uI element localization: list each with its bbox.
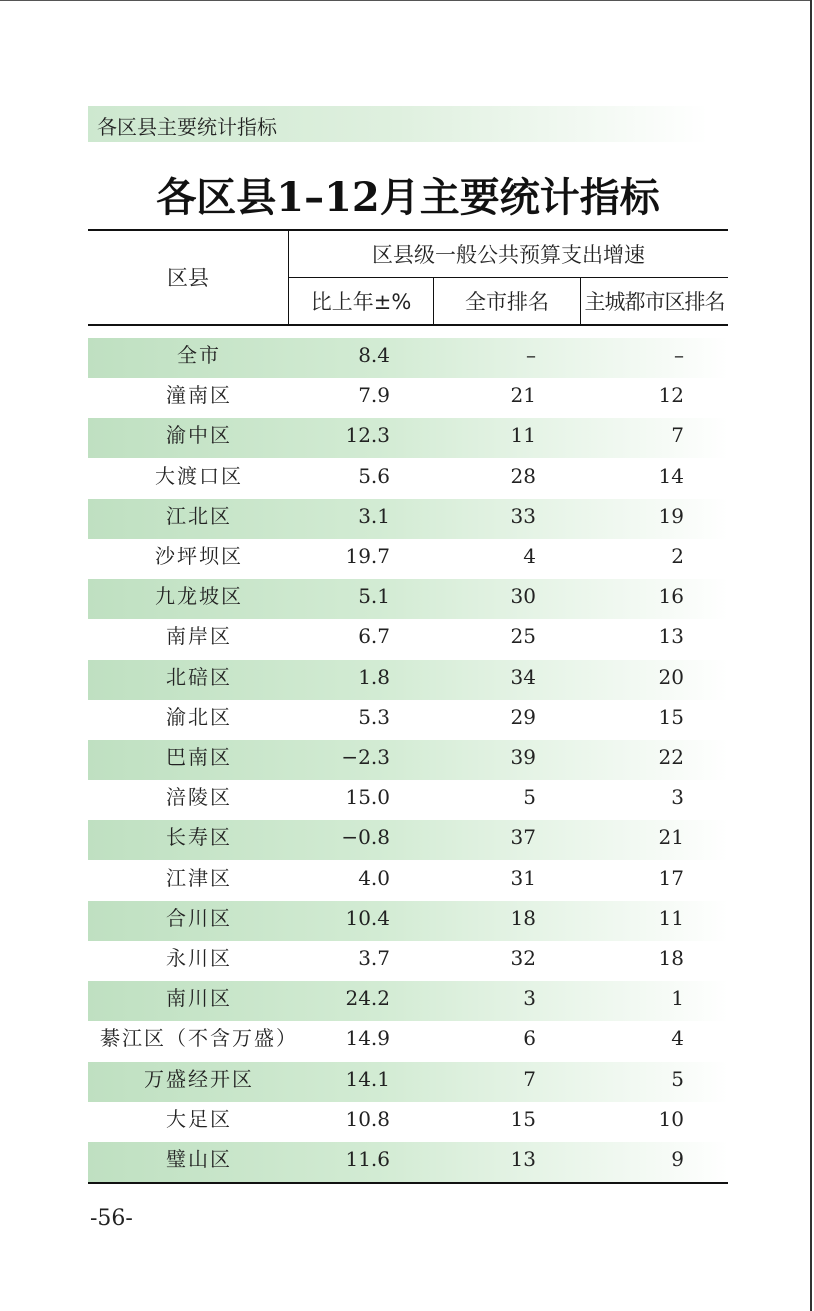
- main-rank-cell: 15: [658, 704, 684, 729]
- main-rank-cell: 10: [658, 1106, 684, 1131]
- district-cell: 北碚区: [166, 664, 232, 689]
- city-rank-cell: 34: [510, 664, 536, 689]
- district-cell: 全市: [177, 343, 221, 367]
- district-cell: 万盛经开区: [144, 1066, 254, 1091]
- main-rank-cell: 2: [671, 544, 684, 568]
- city-rank-cell: 15: [510, 1106, 536, 1131]
- yoy-cell: 14.9: [345, 1026, 390, 1051]
- city-rank-cell: 13: [510, 1147, 536, 1171]
- table-row: [88, 740, 728, 780]
- yoy-cell: 1.8: [358, 664, 390, 689]
- district-cell: 南川区: [166, 986, 232, 1011]
- district-cell: 江北区: [166, 503, 232, 528]
- main-rank-cell: –: [674, 343, 684, 367]
- city-rank-cell: 11: [510, 423, 536, 448]
- yoy-cell: 14.1: [345, 1066, 390, 1091]
- district-cell: 长寿区: [166, 825, 232, 850]
- district-cell: 巴南区: [166, 745, 232, 769]
- city-rank-cell: 6: [523, 1026, 536, 1051]
- main-rank-cell: 21: [658, 825, 684, 850]
- district-cell: 綦江区（不含万盛）: [100, 1026, 298, 1051]
- page-title: 各区县1–12月主要统计指标: [156, 174, 660, 221]
- yoy-cell: −0.8: [341, 825, 390, 850]
- table-row: [88, 418, 728, 458]
- district-cell: 涪陵区: [166, 785, 232, 810]
- yoy-cell: 15.0: [345, 785, 390, 810]
- table-row: [88, 861, 728, 901]
- main-rank-cell: 3: [671, 785, 684, 810]
- main-rank-cell: 12: [658, 383, 684, 408]
- main-rank-cell: 7: [671, 423, 684, 448]
- column-header-district: 区县: [167, 266, 209, 290]
- main-rank-cell: 18: [658, 946, 684, 970]
- city-rank-cell: 29: [510, 704, 536, 729]
- district-cell: 大足区: [166, 1106, 232, 1131]
- column-group-header: 区县级一般公共预算支出增速: [372, 242, 645, 267]
- yoy-cell: 5.3: [358, 704, 390, 729]
- city-rank-cell: 25: [510, 624, 536, 649]
- table-row: [88, 1021, 728, 1061]
- main-rank-cell: 11: [658, 905, 684, 930]
- table-row: [88, 901, 728, 941]
- city-rank-cell: 3: [523, 986, 536, 1011]
- table-row: [88, 539, 728, 579]
- page-number: -56-: [90, 1206, 133, 1231]
- district-cell: 潼南区: [166, 383, 232, 408]
- city-rank-cell: 33: [510, 503, 536, 528]
- yoy-cell: 10.4: [345, 905, 390, 930]
- yoy-cell: 6.7: [358, 624, 390, 649]
- table-row: [88, 459, 728, 499]
- yoy-cell: 5.6: [358, 463, 390, 488]
- city-rank-cell: 21: [510, 383, 536, 408]
- table-row: [88, 1142, 728, 1182]
- yoy-cell: 4.0: [358, 865, 390, 890]
- main-rank-cell: 5: [671, 1066, 684, 1091]
- table-row: [88, 700, 728, 740]
- table-row: [88, 378, 728, 418]
- city-rank-cell: 7: [523, 1066, 536, 1091]
- main-rank-cell: 17: [658, 865, 684, 890]
- district-cell: 璧山区: [166, 1147, 232, 1171]
- city-rank-cell: 30: [510, 584, 536, 609]
- yoy-cell: 5.1: [358, 584, 390, 609]
- table-row: [88, 820, 728, 860]
- yoy-cell: 19.7: [345, 544, 390, 568]
- main-rank-cell: 13: [658, 624, 684, 649]
- city-rank-cell: 28: [510, 463, 536, 488]
- district-cell: 沙坪坝区: [155, 544, 243, 568]
- yoy-cell: 24.2: [345, 986, 390, 1011]
- yoy-cell: 8.4: [358, 343, 390, 367]
- yoy-cell: 11.6: [345, 1147, 390, 1171]
- yoy-cell: 3.1: [358, 503, 390, 528]
- district-cell: 南岸区: [166, 624, 232, 649]
- table-row: [88, 1102, 728, 1142]
- main-rank-cell: 20: [658, 664, 684, 689]
- main-rank-cell: 22: [658, 745, 684, 769]
- city-rank-cell: 5: [523, 785, 536, 810]
- district-cell: 渝北区: [166, 704, 232, 729]
- table-row: [88, 1062, 728, 1102]
- city-rank-cell: 32: [510, 946, 536, 970]
- table-row: [88, 619, 728, 659]
- main-rank-cell: 16: [658, 584, 684, 609]
- district-cell: 江津区: [166, 865, 232, 890]
- city-rank-cell: 37: [510, 825, 536, 850]
- column-header-city-rank: 全市排名: [465, 290, 549, 314]
- yoy-cell: 3.7: [358, 946, 390, 970]
- city-rank-cell: 4: [523, 544, 536, 568]
- district-cell: 大渡口区: [155, 463, 243, 488]
- city-rank-cell: 18: [510, 905, 536, 930]
- city-rank-cell: 31: [510, 865, 536, 890]
- yoy-cell: 10.8: [345, 1106, 390, 1131]
- section-header: 各区县主要统计指标: [97, 115, 277, 139]
- district-cell: 合川区: [166, 905, 232, 930]
- column-header-main-rank: 主城都市区排名: [584, 290, 725, 314]
- yoy-cell: 7.9: [358, 383, 390, 408]
- table-row: [88, 499, 728, 539]
- city-rank-cell: –: [526, 343, 536, 367]
- column-header-yoy: 比上年±%: [310, 290, 412, 314]
- main-rank-cell: 1: [671, 986, 684, 1011]
- table-row: [88, 660, 728, 700]
- main-rank-cell: 19: [658, 503, 684, 528]
- yoy-cell: 12.3: [345, 423, 390, 448]
- table-row: [88, 941, 728, 981]
- district-cell: 渝中区: [166, 423, 232, 448]
- main-rank-cell: 9: [671, 1147, 684, 1171]
- yoy-cell: −2.3: [341, 745, 390, 769]
- table-row: [88, 338, 728, 378]
- main-rank-cell: 14: [658, 463, 684, 488]
- table-row: [88, 579, 728, 619]
- main-rank-cell: 4: [671, 1026, 684, 1051]
- district-cell: 九龙坡区: [155, 584, 243, 609]
- district-cell: 永川区: [166, 946, 232, 970]
- table-row: [88, 981, 728, 1021]
- city-rank-cell: 39: [510, 745, 536, 769]
- table-row: [88, 780, 728, 820]
